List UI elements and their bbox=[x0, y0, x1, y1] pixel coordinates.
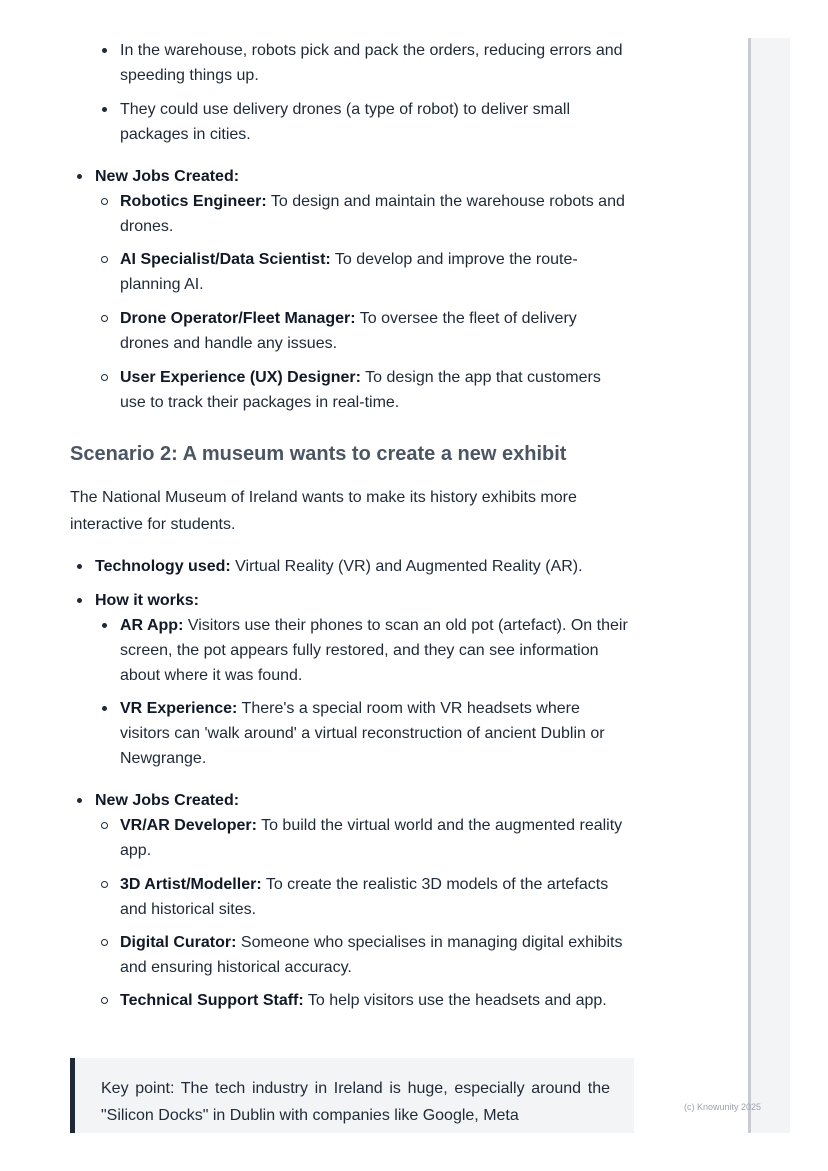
job-text: Someone who specialises in managing digital exhibits and ensuring historical accuracy. bbox=[120, 934, 623, 976]
job-text: To oversee the fleet of delivery drones and handle any issues. bbox=[120, 310, 577, 352]
list-item bbox=[95, 554, 640, 579]
key-point-text: Key point: The tech industry in Ireland is huge, especially around the "Silicon Docks" in Dublin with companies like Google, Meta bbox=[101, 1080, 610, 1124]
job-title: AI Specialist/Data Scientist: bbox=[120, 251, 331, 268]
job-title: Technical Support Staff: bbox=[120, 992, 304, 1009]
list-item bbox=[120, 813, 630, 863]
list-item bbox=[120, 613, 630, 688]
list-item bbox=[120, 872, 630, 922]
list-item-jobs bbox=[95, 164, 640, 189]
list-item: They could use delivery drones (a type of robot) to deliver small packages in cities. bbox=[120, 97, 630, 147]
item-title: AR App: bbox=[120, 617, 184, 634]
label: Technology used: bbox=[95, 558, 231, 575]
job-title: Drone Operator/Fleet Manager: bbox=[120, 310, 356, 327]
item-text: Visitors use their phones to scan an old pot (artefact). On their screen, the pot appears fully restored, and they can see information about where it was found. bbox=[120, 617, 628, 684]
list-item-jobs bbox=[95, 788, 640, 813]
job-title: Robotics Engineer: bbox=[120, 193, 267, 210]
key-point-callout bbox=[70, 1058, 634, 1133]
job-title: User Experience (UX) Designer: bbox=[120, 369, 361, 386]
list-item bbox=[120, 988, 630, 1013]
job-title: 3D Artist/Modeller: bbox=[120, 876, 262, 893]
item-text: There's a special room with VR headsets where visitors can 'walk around' a virtual reconstruction of ancient Dublin or Newgrange. bbox=[120, 700, 605, 767]
list-item bbox=[95, 588, 640, 613]
job-text: To design and maintain the warehouse robots and drones. bbox=[120, 193, 625, 235]
label: How it works: bbox=[95, 592, 200, 609]
job-text: To help visitors use the headsets and app. bbox=[303, 992, 607, 1009]
list-item bbox=[120, 247, 630, 297]
section-heading: Scenario 2: A museum wants to create a new exhibit bbox=[70, 443, 567, 465]
job-text: To design the app that customers use to track their packages in real-time. bbox=[120, 369, 601, 411]
text: Virtual Reality (VR) and Augmented Reality (AR). bbox=[230, 558, 583, 575]
list-item bbox=[120, 189, 630, 239]
side-panel bbox=[748, 38, 790, 1133]
copyright: (c) Knowunity 2025 bbox=[684, 1102, 762, 1112]
list-item bbox=[120, 306, 630, 356]
paragraph: The National Museum of Ireland wants to make its history exhibits more interactive for students. bbox=[70, 489, 577, 533]
list-item bbox=[120, 930, 630, 980]
job-title: Digital Curator: bbox=[120, 934, 237, 951]
job-text: To create the realistic 3D models of the artefacts and historical sites. bbox=[120, 876, 609, 918]
label: New Jobs Created: bbox=[95, 168, 240, 185]
list-item bbox=[120, 696, 630, 771]
job-text: To build the virtual world and the augmented reality app. bbox=[120, 817, 623, 859]
list-item bbox=[120, 365, 630, 415]
item-title: VR Experience: bbox=[120, 700, 238, 717]
job-text: To develop and improve the route-planning AI. bbox=[120, 251, 578, 293]
list-item: In the warehouse, robots pick and pack the orders, reducing errors and speeding things up. bbox=[120, 38, 630, 88]
label: New Jobs Created: bbox=[95, 792, 240, 809]
job-title: VR/AR Developer: bbox=[120, 817, 257, 834]
